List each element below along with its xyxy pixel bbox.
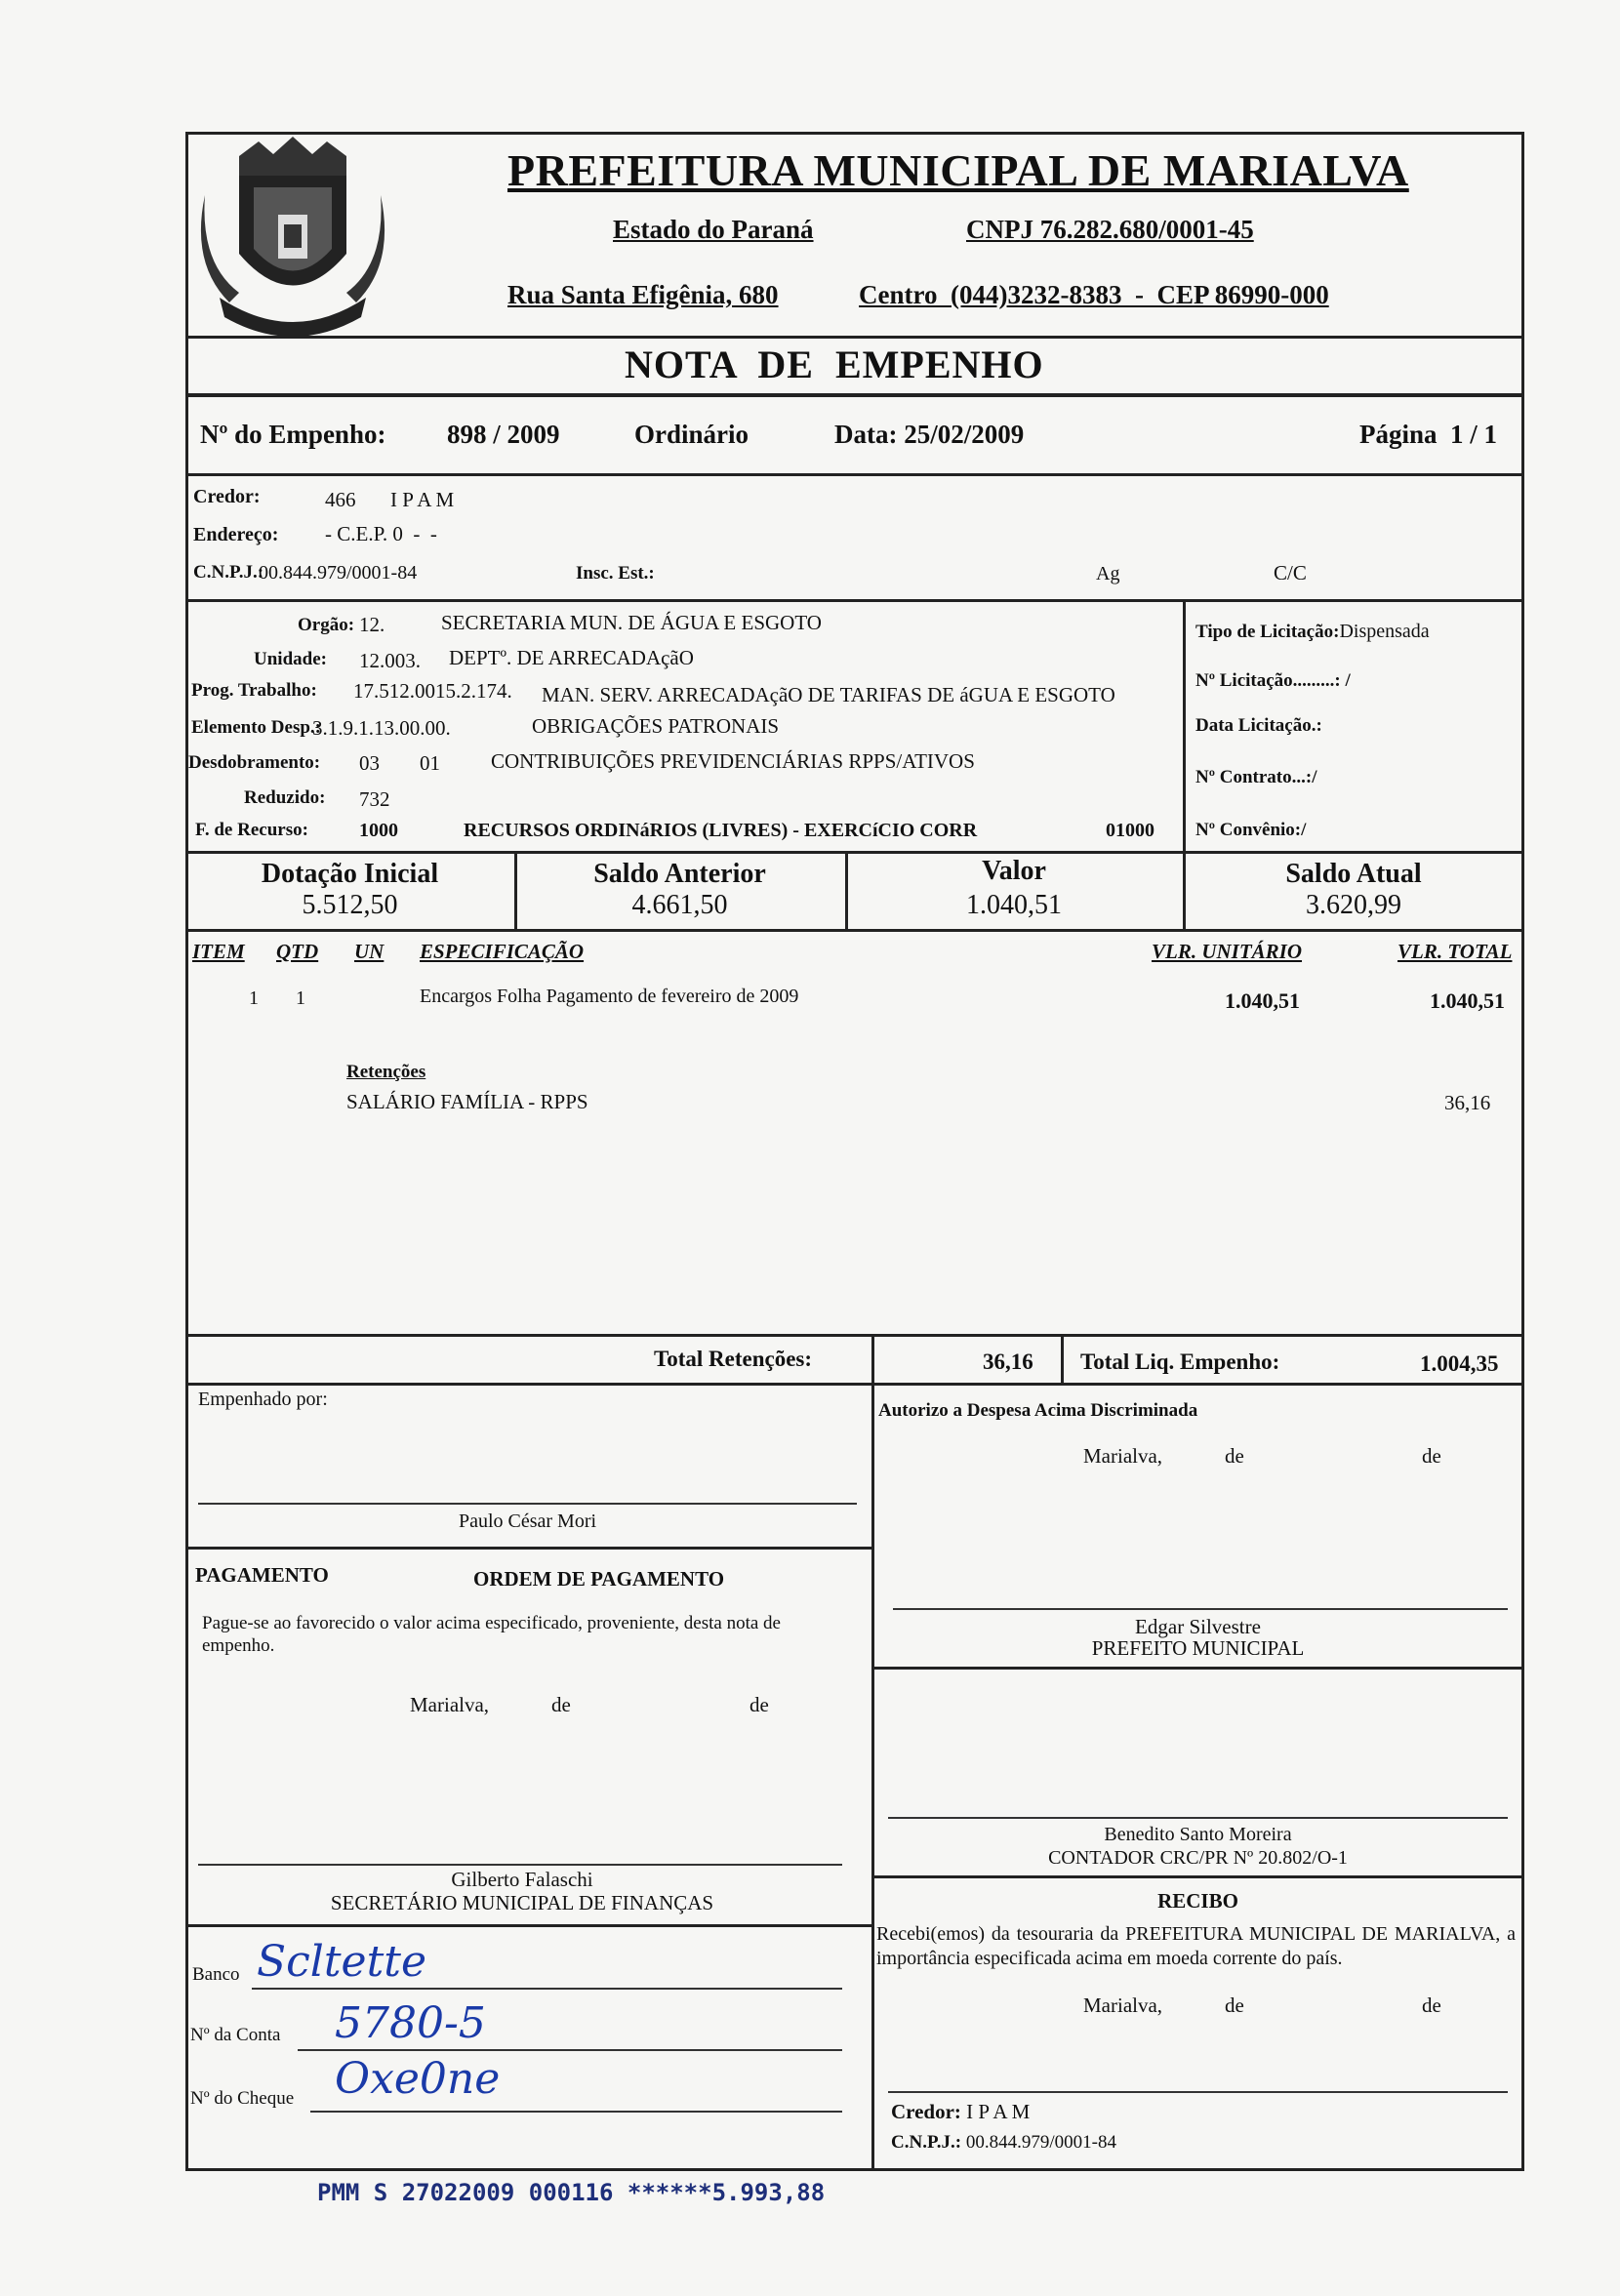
payment-stamp: PMM S 27022009 000116 ******5.993,88 bbox=[317, 2179, 826, 2206]
banco-handwritten: Scltette bbox=[257, 1937, 426, 1987]
coat-of-arms-icon bbox=[200, 137, 385, 337]
licitacao-contrato: Nº Contrato...:/ bbox=[1195, 767, 1317, 787]
orgao-code: 12. bbox=[359, 613, 385, 636]
cheque-handwritten: Oxe0ne bbox=[335, 2054, 501, 2104]
reduzido-label: Reduzido: bbox=[244, 787, 326, 808]
atual-value: 3.620,99 bbox=[1306, 890, 1401, 920]
cheque-line bbox=[310, 2111, 842, 2113]
total-retencoes-value: 36,16 bbox=[983, 1349, 1033, 1374]
banco-line bbox=[252, 1988, 842, 1990]
dotacao-label: Dotação Inicial bbox=[261, 859, 439, 889]
divider bbox=[185, 336, 1524, 339]
credor-code: 466 bbox=[325, 488, 356, 511]
contador-title: CONTADOR CRC/PR Nº 20.802/O-1 bbox=[1048, 1847, 1348, 1869]
licitacao-tipo-value: Dispensada bbox=[1339, 621, 1430, 642]
prefeito-name: Edgar Silvestre bbox=[1135, 1615, 1261, 1638]
footer-cnpj bbox=[891, 2132, 1116, 2154]
desdob-code: 03 bbox=[359, 751, 380, 775]
header-address-rest: Centro (044)3232-8383 - CEP 86990-000 bbox=[859, 280, 1329, 309]
retencao-desc: SALÁRIO FAMÍLIA - RPPS bbox=[346, 1090, 588, 1113]
pague-se-text: Pague-se ao favorecido o valor acima especificado, proveniente, desta nota de empenho. bbox=[202, 1613, 781, 1656]
cheque-label: Nº do Cheque bbox=[190, 2088, 295, 2109]
header-title: PREFEITURA MUNICIPAL DE MARIALVA bbox=[507, 145, 1409, 195]
recurso-name: RECURSOS ORDINáRIOS (LIVRES) - EXERCíCIO CORR bbox=[464, 820, 978, 841]
divider bbox=[185, 1547, 871, 1550]
signature-line bbox=[888, 1817, 1508, 1819]
desdob-sub: 01 bbox=[420, 751, 440, 775]
prog-label: Prog. Trabalho: bbox=[191, 680, 317, 701]
signature-line bbox=[893, 1608, 1508, 1610]
divider bbox=[1183, 599, 1186, 851]
divider bbox=[185, 1924, 871, 1927]
credor-label: Credor: bbox=[193, 486, 261, 507]
recibo-text: Recebi(emos) da tesouraria da PREFEITURA MUNICIPAL DE MARIALVA, a importância especificada acima em moeda corrente do país. bbox=[876, 1923, 1516, 1969]
divider bbox=[1061, 1334, 1064, 1383]
anterior-label: Saldo Anterior bbox=[593, 859, 766, 889]
header-address: Rua Santa Efigênia, 680 bbox=[507, 280, 779, 309]
divider bbox=[871, 1667, 1524, 1670]
col-item: ITEM bbox=[192, 940, 245, 963]
conta-handwritten: 5780-5 bbox=[335, 1998, 486, 2048]
elemento-code: 3.1.9.1.13.00.00. bbox=[312, 716, 451, 740]
divider bbox=[185, 393, 1524, 397]
licitacao-tipo-label: Tipo de Licitação: bbox=[1195, 622, 1340, 642]
ordem-label: ORDEM DE PAGAMENTO bbox=[473, 1567, 725, 1591]
cc-label: C/C bbox=[1274, 561, 1307, 584]
atual-label: Saldo Atual bbox=[1285, 859, 1422, 889]
signature-line bbox=[888, 2091, 1508, 2093]
recibo-de1: de bbox=[1225, 1994, 1244, 2017]
recurso-code: 1000 bbox=[359, 820, 398, 841]
licitacao-numero: Nº Licitação.........: / bbox=[1195, 670, 1351, 691]
retencoes-label: Retenções bbox=[346, 1062, 426, 1082]
empenhado-name: Paulo César Mori bbox=[458, 1511, 597, 1532]
valor-label: Valor bbox=[982, 856, 1046, 886]
insc-est-label: Insc. Est.: bbox=[576, 563, 655, 584]
empenho-date: Data: 25/02/2009 bbox=[834, 420, 1025, 449]
autorizo-city: Marialva, bbox=[1083, 1444, 1163, 1468]
header-state: Estado do Paraná bbox=[613, 215, 814, 244]
total-liq-label: Total Liq. Empenho: bbox=[1080, 1349, 1280, 1374]
recibo-de2: de bbox=[1422, 1994, 1441, 2017]
pagamento-de2: de bbox=[749, 1693, 769, 1716]
pagamento-city: Marialva, bbox=[410, 1693, 490, 1716]
autorizo-de2: de bbox=[1422, 1444, 1441, 1468]
empenho-label: Nº do Empenho: bbox=[200, 420, 386, 449]
orgao-name: SECRETARIA MUN. DE ÁGUA E ESGOTO bbox=[441, 611, 822, 634]
divider bbox=[185, 851, 1524, 854]
col-vlr-total: VLR. TOTAL bbox=[1397, 940, 1513, 963]
recibo-title: RECIBO bbox=[1157, 1889, 1238, 1913]
prog-name: MAN. SERV. ARRECADAçãO DE TARIFAS DE áGUA E ESGOTO bbox=[542, 683, 1115, 706]
col-un: UN bbox=[354, 940, 385, 963]
endereco-label: Endereço: bbox=[193, 524, 279, 545]
col-especificacao: ESPECIFICAÇÃO bbox=[420, 940, 585, 963]
page-number: Página 1 / 1 bbox=[1359, 420, 1498, 449]
cnpj-value: 00.844.979/0001-84 bbox=[259, 562, 418, 584]
autorizo-text: Autorizo a Despesa Acima Discriminada bbox=[878, 1400, 1198, 1421]
signature-line bbox=[198, 1503, 857, 1505]
footer-cnpj-label: C.N.P.J.: bbox=[891, 2132, 962, 2153]
recurso-label: F. de Recurso: bbox=[195, 820, 308, 840]
col-qtd: QTD bbox=[276, 940, 319, 963]
unidade-label: Unidade: bbox=[254, 649, 327, 669]
unidade-name: DEPTº. DE ARRECADAçãO bbox=[449, 646, 694, 669]
secretario-name: Gilberto Falaschi bbox=[451, 1868, 593, 1891]
conta-label: Nº da Conta bbox=[190, 2025, 281, 2045]
orgao-label: Orgão: bbox=[298, 615, 355, 635]
desdob-label: Desdobramento: bbox=[188, 752, 321, 773]
dotacao-value: 5.512,50 bbox=[302, 890, 398, 920]
ag-label: Ag bbox=[1096, 563, 1120, 584]
cnpj-label: C.N.P.J.: bbox=[193, 562, 264, 583]
anterior-value: 4.661,50 bbox=[631, 890, 728, 920]
total-retencoes-label: Total Retenções: bbox=[654, 1347, 813, 1371]
recurso-num: 01000 bbox=[1106, 820, 1154, 841]
autorizo-de1: de bbox=[1225, 1444, 1244, 1468]
elemento-name: OBRIGAÇÕES PATRONAIS bbox=[532, 714, 780, 738]
prefeito-title: PREFEITO MUNICIPAL bbox=[1091, 1636, 1305, 1660]
prog-code: 17.512.0015.2.174. bbox=[353, 679, 512, 703]
total-liq-value: 1.004,35 bbox=[1420, 1351, 1499, 1376]
footer-cnpj-value: 00.844.979/0001-84 bbox=[965, 2132, 1116, 2153]
row-item: 1 bbox=[249, 987, 259, 1009]
recibo-city: Marialva, bbox=[1083, 1994, 1163, 2017]
contador-name: Benedito Santo Moreira bbox=[1104, 1824, 1292, 1845]
divider bbox=[185, 1383, 1524, 1386]
endereco-value: - C.E.P. 0 - - bbox=[325, 522, 437, 545]
empenho-type: Ordinário bbox=[634, 420, 749, 449]
header-cnpj: CNPJ 76.282.680/0001-45 bbox=[966, 215, 1254, 244]
desdob-name: CONTRIBUIÇÕES PREVIDENCIÁRIAS RPPS/ATIVOS bbox=[491, 749, 975, 773]
footer-credor-label: Credor: bbox=[891, 2100, 961, 2123]
valor-value: 1.040,51 bbox=[966, 890, 1062, 920]
footer-credor-value: I P A M bbox=[966, 2100, 1031, 2123]
divider bbox=[871, 1334, 874, 1383]
contador-block bbox=[871, 1823, 1524, 1870]
divider bbox=[871, 1383, 874, 2171]
secretario-block bbox=[185, 1868, 859, 1914]
row-qtd: 1 bbox=[296, 987, 305, 1009]
prefeito-block bbox=[871, 1616, 1524, 1659]
row-total: 1.040,51 bbox=[1430, 988, 1505, 1013]
banco-label: Banco bbox=[192, 1964, 240, 1985]
doc-title: NOTA DE EMPENHO bbox=[625, 342, 1044, 386]
reduzido-value: 732 bbox=[359, 787, 390, 811]
row-unit: 1.040,51 bbox=[1225, 988, 1300, 1013]
retencao-value: 36,16 bbox=[1444, 1091, 1491, 1114]
unidade-code: 12.003. bbox=[359, 649, 421, 672]
divider bbox=[185, 929, 1524, 932]
pagamento-label: PAGAMENTO bbox=[195, 1563, 329, 1587]
divider bbox=[185, 473, 1524, 476]
licitacao-convenio: Nº Convênio:/ bbox=[1195, 820, 1307, 840]
divider bbox=[871, 1875, 1524, 1878]
divider bbox=[185, 1334, 1524, 1337]
credor-name: I P A M bbox=[390, 488, 455, 511]
signature-line bbox=[198, 1864, 842, 1866]
footer-credor bbox=[891, 2100, 1030, 2124]
secretario-title: SECRETÁRIO MUNICIPAL DE FINANÇAS bbox=[330, 1891, 714, 1914]
conta-line bbox=[298, 2049, 842, 2051]
elemento-label: Elemento Desp.: bbox=[191, 717, 321, 738]
empenhado-label: Empenhado por: bbox=[198, 1389, 328, 1410]
row-desc: Encargos Folha Pagamento de fevereiro de 2009 bbox=[420, 986, 799, 1007]
licitacao-data: Data Licitação.: bbox=[1195, 715, 1322, 736]
col-vlr-unitario: VLR. UNITÁRIO bbox=[1152, 940, 1303, 963]
licitacao-tipo bbox=[1195, 621, 1430, 643]
pagamento-de1: de bbox=[551, 1693, 571, 1716]
divider bbox=[185, 599, 1524, 602]
empenho-number: 898 / 2009 bbox=[447, 420, 560, 449]
